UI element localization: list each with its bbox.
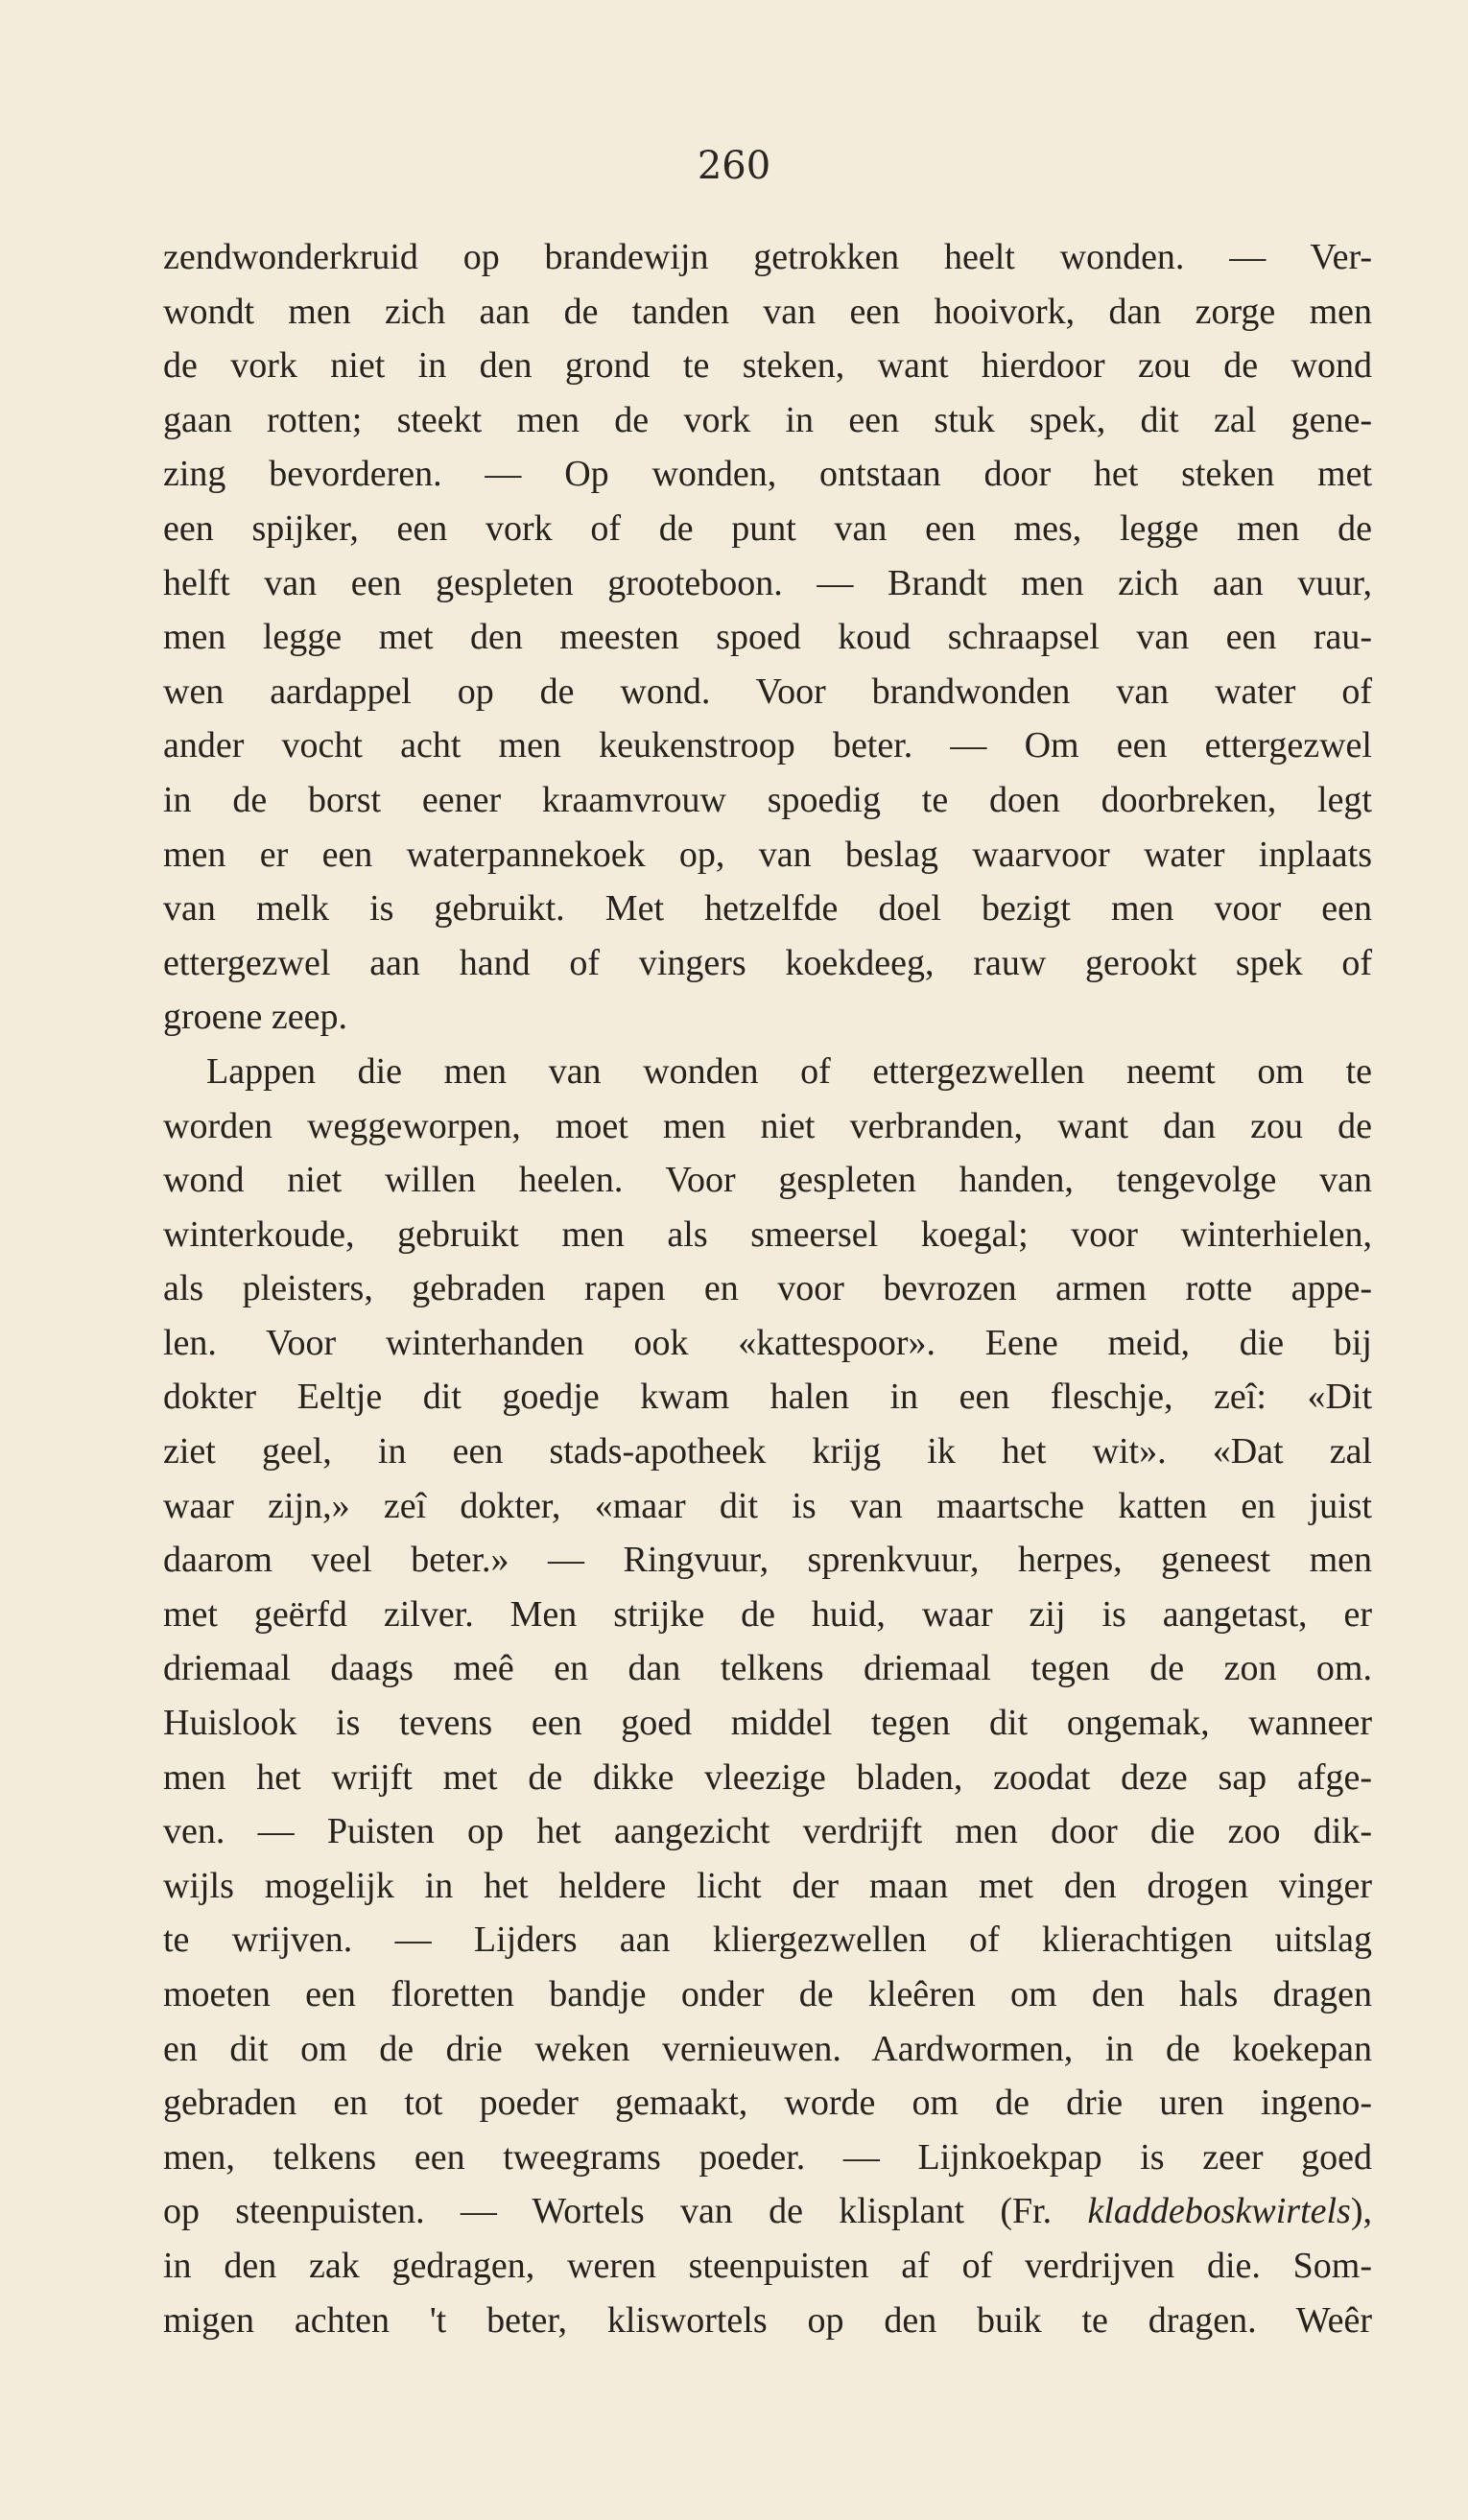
text-segment: ), — [1350, 2191, 1372, 2232]
text-line — [163, 339, 1372, 393]
text-line — [163, 2239, 1372, 2294]
text-segment: wen aardappel op de wond. Voor brandwonden van water of — [163, 671, 1372, 712]
italic-text: kladdeboskwirtels — [1087, 2191, 1351, 2232]
text-line — [163, 447, 1372, 502]
text-segment: als pleisters, gebraden rapen en voor bevrozen armen rotte appe- — [163, 1268, 1372, 1309]
text-segment: in de borst eener kraamvrouw spoedig te doen doorbreken, legt — [163, 779, 1372, 820]
text-line — [163, 2184, 1372, 2239]
text-segment: waar zijn,» zeî dokter, «maar dit is van maartsche katten en juist — [163, 1485, 1372, 1526]
text-segment: in den zak gedragen, weren steenpuisten af of verdrijven die. Som- — [163, 2245, 1372, 2286]
text-line — [163, 1696, 1372, 1751]
text-segment: van melk is gebruikt. Met hetzelfde doel bezigt men voor een — [163, 888, 1372, 930]
text-line — [163, 1208, 1372, 1262]
text-line — [163, 1479, 1372, 1534]
text-line — [163, 990, 1372, 1045]
text-line — [163, 1261, 1372, 1316]
text-line — [163, 556, 1372, 611]
text-line — [163, 773, 1372, 828]
text-line — [163, 1967, 1372, 2022]
text-line — [163, 1425, 1372, 1479]
text-segment: worden weggeworpen, moet men niet verbranden, want dan zou de — [163, 1105, 1372, 1146]
text-segment: men het wrijft met de dikke vleezige bladen, zoodat deze sap afge- — [163, 1756, 1372, 1798]
text-segment: men er een waterpannekoek op, van beslag waarvoor water inplaats — [163, 834, 1372, 875]
text-segment: helft van een gespleten grooteboon. — Brandt men zich aan vuur, — [163, 562, 1372, 603]
text-segment: men, telkens een tweegrams poeder. — Lijnkoekpap is zeer goed — [163, 2136, 1372, 2178]
text-segment: gebraden en tot poeder gemaakt, worde om de drie uren ingeno- — [163, 2083, 1372, 2124]
text-line — [163, 393, 1372, 448]
text-line — [163, 2131, 1372, 2185]
text-segment: ziet geel, in een stads-apotheek krijg ik het wit». «Dat zal — [163, 1431, 1372, 1472]
text-line — [163, 936, 1372, 991]
text-segment: dokter Eeltje dit goedje kwam halen in een fleschje, zeî: «Dit — [163, 1377, 1372, 1418]
page-number: 260 — [697, 144, 771, 188]
text-segment: wijls mogelijk in het heldere licht der maan met den drogen vinger — [163, 1865, 1372, 1906]
text-line — [163, 882, 1372, 936]
text-segment: migen achten 't beter, kliswortels op den buik te dragen. Weêr — [163, 2299, 1372, 2341]
text-segment: Huislook is tevens een goed middel tegen dit ongemak, wanneer — [163, 1703, 1372, 1744]
text-segment: daarom veel beter.» — Ringvuur, sprenkvuur, herpes, geneest men — [163, 1540, 1372, 1581]
text-segment: te wrijven. — Lijders aan kliergezwellen of klierachtigen uitslag — [163, 1919, 1372, 1961]
text-line — [163, 502, 1372, 556]
text-segment: len. Voor winterhanden ook «kattespoor». Eene meid, die bij — [163, 1322, 1372, 1363]
text-line — [163, 665, 1372, 719]
text-line — [163, 285, 1372, 340]
text-segment: wondt men zich aan de tanden van een hooivork, dan zorge men — [163, 291, 1372, 332]
text-segment: de vork niet in den grond te steken, want hierdoor zou de wond — [163, 345, 1372, 387]
text-segment: met geërfd zilver. Men strijke de huid, waar zij is aangetast, er — [163, 1593, 1372, 1635]
text-segment: men legge met den meesten spoed koud schraapsel van een rau- — [163, 617, 1372, 658]
text-segment: ander vocht acht men keukenstroop beter. — Om een ettergezwel — [163, 725, 1372, 766]
text-line — [163, 718, 1372, 773]
text-line — [163, 1045, 1372, 1099]
text-line — [163, 1641, 1372, 1696]
text-segment: en dit om de drie weken vernieuwen. Aardwormen, in de koekepan — [163, 2028, 1372, 2069]
text-segment: gaan rotten; steekt men de vork in een stuk spek, dit zal gene- — [163, 399, 1372, 440]
text-segment: winterkoude, gebruikt men als smeersel koegal; voor winterhielen, — [163, 1213, 1372, 1255]
text-segment: groene zeep. — [163, 997, 347, 1038]
text-segment: ven. — Puisten op het aangezicht verdrijft men door die zoo dik- — [163, 1811, 1372, 1852]
text-line — [163, 1913, 1372, 1967]
text-line — [163, 230, 1372, 285]
text-segment: wond niet willen heelen. Voor gespleten handen, tengevolge van — [163, 1160, 1372, 1201]
text-line — [163, 828, 1372, 883]
text-line — [163, 1859, 1372, 1914]
text-segment: moeten een floretten bandje onder de kleêren om den hals dragen — [163, 1974, 1372, 2014]
text-segment: ettergezwel aan hand of vingers koekdeeg, rauw gerookt spek of — [163, 942, 1372, 983]
text-line — [163, 1316, 1372, 1371]
text-line — [163, 2076, 1372, 2131]
text-line — [163, 1153, 1372, 1208]
text-line — [163, 1533, 1372, 1588]
text-segment: zing bevorderen. — Op wonden, ontstaan door het steken met — [163, 454, 1372, 495]
text-line — [163, 2022, 1372, 2077]
text-line — [163, 1370, 1372, 1425]
text-line — [163, 1751, 1372, 1805]
text-line — [163, 610, 1372, 665]
text-line — [163, 1804, 1372, 1859]
text-segment: een spijker, een vork of de punt van een mes, legge men de — [163, 507, 1372, 549]
text-segment: driemaal daags meê en dan telkens driemaal tegen de zon om. — [163, 1648, 1372, 1689]
body-text — [163, 230, 1372, 2347]
text-line — [163, 1588, 1372, 1642]
text-line — [163, 2294, 1372, 2348]
text-line — [163, 1099, 1372, 1154]
text-segment: zendwonderkruid op brandewijn getrokken heelt wonden. — Ver- — [163, 237, 1372, 277]
text-segment: op steenpuisten. — Wortels van de klisplant (Fr. — [163, 2191, 1088, 2232]
text-segment: Lappen die men van wonden of ettergezwellen neemt om te — [206, 1050, 1372, 1092]
